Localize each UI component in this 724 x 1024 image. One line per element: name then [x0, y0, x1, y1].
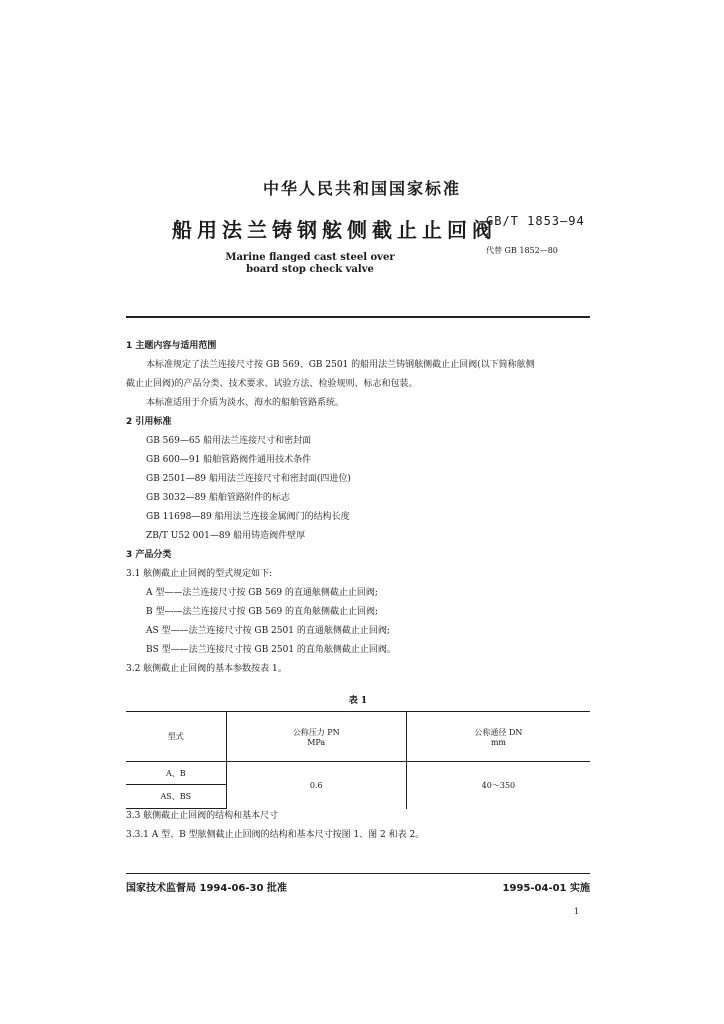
parameter-table [126, 711, 590, 809]
section-3-3-text [126, 807, 596, 845]
section-1-para-2: 本标准适用于介质为淡水、海水的船舶管路系统。 [146, 398, 345, 408]
clause-3-1: 3.1 舷侧截止止回阀的型式规定如下: [126, 569, 273, 579]
table-cell-type-ab: A、B [126, 762, 226, 785]
header-pressure-label: 公称压力 PN [292, 727, 340, 737]
section-1-2-3-text [126, 337, 596, 679]
reference-item: GB 2501—89 船用法兰连接尺寸和密封面(四进位) [146, 474, 351, 484]
header-diameter [406, 712, 590, 762]
page-number: 1 [574, 907, 580, 916]
reference-item: GB 569—65 船用法兰连接尺寸和密封面 [146, 436, 312, 446]
header-type: 型式 [126, 712, 226, 762]
type-item: A 型——法兰连接尺寸按 GB 569 的直通舷侧截止止回阀; [146, 588, 378, 598]
type-item: BS 型——法兰连接尺寸按 GB 2501 的直角舷侧截止止回阀。 [146, 645, 396, 655]
clause-3-2: 3.2 舷侧截止止回阀的基本参数按表 1。 [126, 664, 287, 674]
replaces-note: 代替 GB 1852—80 [486, 246, 558, 255]
english-title-line-1: Marine flanged cast steel over [225, 252, 395, 263]
header-diameter-label: 公称通径 DN [474, 727, 523, 737]
section-3-heading: 3 产品分类 [126, 550, 172, 560]
reference-item: GB 11698—89 船用法兰连接金属阀门的结构长度 [146, 512, 350, 522]
reference-item: GB 600—91 船舶管路阀件通用技术条件 [146, 455, 312, 465]
table-cell-type-as-bs: AS、BS [126, 785, 226, 809]
english-title [210, 252, 410, 276]
header-diameter-unit: mm [490, 737, 506, 747]
implementation-date: 1995-04-01 实施 [502, 883, 590, 894]
english-title-line-2: board stop check valve [246, 264, 374, 275]
section-2-heading: 2 引用标准 [126, 417, 172, 427]
clause-3-3: 3.3 舷侧截止止回阀的结构和基本尺寸 [126, 811, 279, 821]
type-item: B 型——法兰连接尺寸按 GB 569 的直角舷侧截止止回阀; [146, 607, 379, 617]
section-1-para-1a: 本标准规定了法兰连接尺寸按 GB 569、GB 2501 的船用法兰铸钢舷侧截止止回阀(以下简称舷侧 [146, 360, 535, 370]
header-divider [126, 316, 590, 318]
table-caption: 表 1 [348, 696, 368, 706]
table-cell-diameter: 40～350 [406, 762, 590, 809]
clause-3-3-1: 3.3.1 A 型、B 型舷侧截止止回阀的结构和基本尺寸按图 1、图 2 和表 2。 [126, 830, 425, 840]
national-standard-heading: 中华人民共和国国家标准 [262, 179, 461, 198]
section-1-para-1b: 截止止回阀)的产品分类、技术要求、试验方法、检验规则、标志和包装。 [126, 379, 418, 389]
header-pressure-unit: MPa [307, 737, 326, 747]
section-1-heading: 1 主题内容与适用范围 [126, 341, 217, 351]
standard-number: GB/T 1853—94 [486, 214, 585, 228]
document-title: 船用法兰铸钢舷侧截止止回阀 [172, 218, 497, 242]
footer-divider [126, 873, 590, 874]
type-item: AS 型——法兰连接尺寸按 GB 2501 的直通舷侧截止止回阀; [146, 626, 390, 636]
table-cell-pressure: 0.6 [226, 762, 406, 809]
header-pressure [226, 712, 406, 762]
reference-item: ZB/T U52 001—89 船用铸造阀件壁厚 [146, 531, 306, 541]
approval-date: 国家技术监督局 1994-06-30 批准 [126, 883, 287, 894]
reference-item: GB 3032—89 船舶管路附件的标志 [146, 493, 290, 503]
